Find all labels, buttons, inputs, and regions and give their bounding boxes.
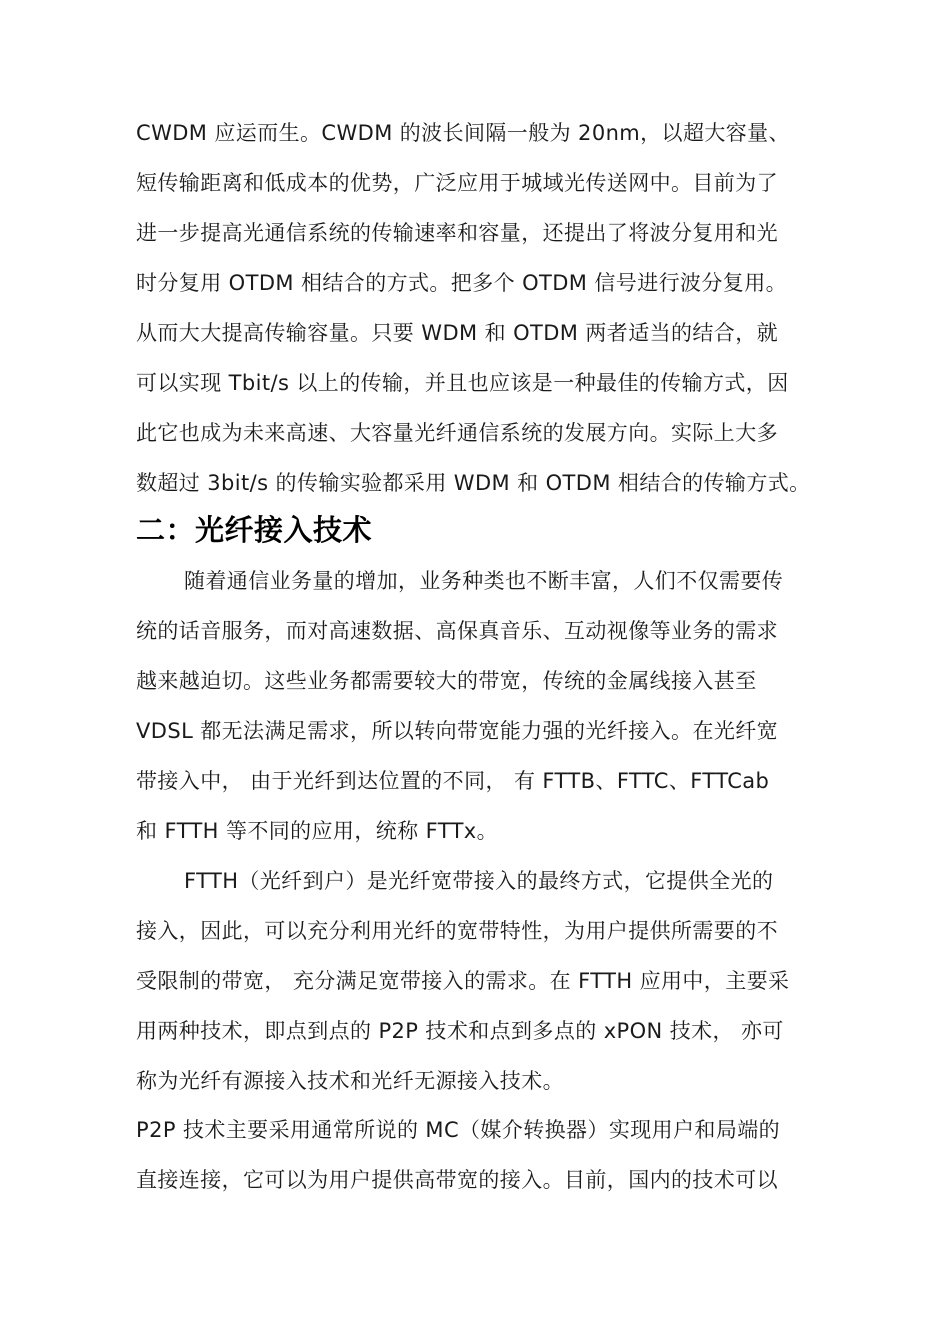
text-line: 时分复用 OTDM 相结合的方式。把多个 OTDM 信号进行波分复用。 (136, 271, 787, 295)
text-line: 从而大大提高传输容量。只要 WDM 和 OTDM 两者适当的结合，就 (136, 321, 778, 345)
text-line: P2P 技术主要采用通常所说的 MC（媒介转换器）实现用户和局端的 (136, 1118, 781, 1142)
text-line: 受限制的带宽， 充分满足宽带接入的需求。在 FTTH 应用中，主要采 (136, 969, 790, 993)
text-line: CWDM 应运而生。CWDM 的波长间隔一般为 20nm，以超大容量、 (136, 121, 790, 145)
text-line: 进一步提高光通信系统的传输速率和容量，还提出了将波分复用和光 (136, 221, 778, 245)
text-line: 和 FTTH 等不同的应用，统称 FTTx。 (136, 819, 499, 843)
text-line: 称为光纤有源接入技术和光纤无源接入技术。 (136, 1069, 564, 1093)
text-line: 用两种技术，即点到点的 P2P 技术和点到多点的 xPON 技术， 亦可 (136, 1019, 784, 1043)
text-line: 越来越迫切。这些业务都需要较大的带宽，传统的金属线接入甚至 (136, 669, 757, 693)
text-line: 直接连接，它可以为用户提供高带宽的接入。目前，国内的技术可以 (136, 1168, 778, 1192)
text-line: 接入，因此，可以充分利用光纤的宽带特性，为用户提供所需要的不 (136, 919, 778, 943)
text-line: 短传输距离和低成本的优势，广泛应用于城域光传送网中。目前为了 (136, 171, 778, 195)
text-line: VDSL 都无法满足需求，所以转向带宽能力强的光纤接入。在光纤宽 (136, 719, 779, 743)
text-line: FTTH（光纤到户）是光纤宽带接入的最终方式，它提供全光的 (184, 869, 774, 893)
section-heading: 二：光纤接入技术 (136, 513, 373, 547)
text-line: 可以实现 Tbit/s 以上的传输，并且也应该是一种最佳的传输方式，因 (136, 371, 789, 395)
text-line: 统的话音服务，而对高速数据、高保真音乐、互动视像等业务的需求 (136, 619, 778, 643)
text-line: 此它也成为未来高速、大容量光纤通信系统的发展方向。实际上大多 (136, 421, 778, 445)
text-line: 带接入中， 由于光纤到达位置的不同， 有 FTTB、FTTC、FTTCab (136, 769, 770, 793)
text-line: 随着通信业务量的增加，业务种类也不断丰富，人们不仅需要传 (184, 569, 784, 593)
text-line: 数超过 3bit/s 的传输实验都采用 WDM 和 OTDM 相结合的传输方式。 (136, 471, 811, 495)
